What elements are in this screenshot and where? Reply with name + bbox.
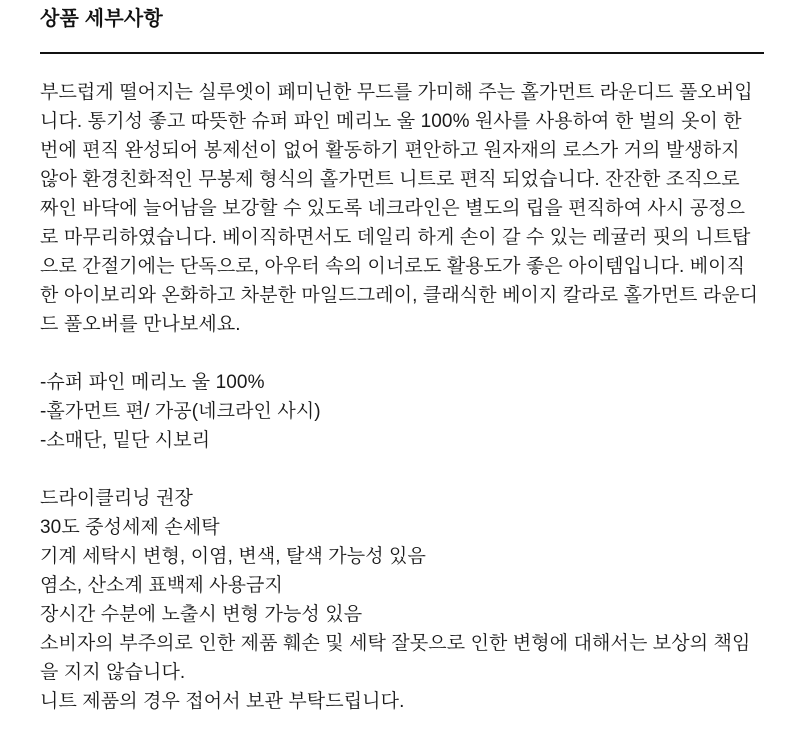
care-line: 소비자의 부주의로 인한 제품 훼손 및 세탁 잘못으로 인한 변형에 대해서는 보상의 책임 [40, 633, 751, 654]
spec-item: -소매단, 밑단 시보리 [40, 430, 211, 451]
description-line: 니다. 통기성 좋고 따뜻한 슈퍼 파인 메리노 울 100% 원사를 사용하여 한 벌의 옷이 한 [40, 111, 742, 132]
description-line: 한 아이보리와 온화하고 차분한 마일드그레이, 클래식한 베이지 칼라로 홀가먼트 라운디 [40, 285, 759, 306]
care-line: 을 지지 않습니다. [40, 662, 186, 683]
section-divider [40, 52, 764, 54]
product-spec-list [40, 368, 773, 455]
page-title: 상품 세부사항 [40, 8, 163, 30]
care-line: 니트 제품의 경우 접어서 보관 부탁드립니다. [40, 691, 405, 712]
product-description [40, 78, 773, 339]
care-line: 염소, 산소계 표백제 사용금지 [40, 575, 283, 596]
description-line: 드 풀오버를 만나보세요. [40, 314, 241, 335]
description-line: 부드럽게 떨어지는 실루엣이 페미닌한 무드를 가미해 주는 홀가먼트 라운디드 풀오버입 [40, 82, 753, 103]
care-line: 드라이클리닝 권장 [40, 488, 194, 509]
care-line: 30도 중성세제 손세탁 [40, 517, 220, 538]
description-line: 로 마무리하였습니다. 베이직하면서도 데일리 하게 손이 갈 수 있는 레귤러 핏의 니트탑 [40, 227, 751, 248]
care-instructions [40, 484, 773, 716]
spec-item: -홀가먼트 편/ 가공(네크라인 사시) [40, 401, 321, 422]
care-line: 장시간 수분에 노출시 변형 가능성 있음 [40, 604, 363, 625]
care-line: 기계 세탁시 변형, 이염, 변색, 탈색 가능성 있음 [40, 546, 426, 567]
description-line: 번에 편직 완성되어 봉제선이 없어 활동하기 편안하고 원자재의 로스가 거의 발생하지 [40, 140, 740, 161]
description-line: 짜인 바닥에 늘어남을 보강할 수 있도록 네크라인은 별도의 립을 편직하여 사시 공정으 [40, 198, 746, 219]
spec-item: -슈퍼 파인 메리노 울 100% [40, 372, 265, 393]
description-line: 으로 간절기에는 단독으로, 아우터 속의 이너로도 활용도가 좋은 아이템입니다. 베이직 [40, 256, 746, 277]
description-line: 않아 환경친화적인 무봉제 형식의 홀가먼트 니트로 편직 되었습니다. 잔잔한 조직으로 [40, 169, 740, 190]
